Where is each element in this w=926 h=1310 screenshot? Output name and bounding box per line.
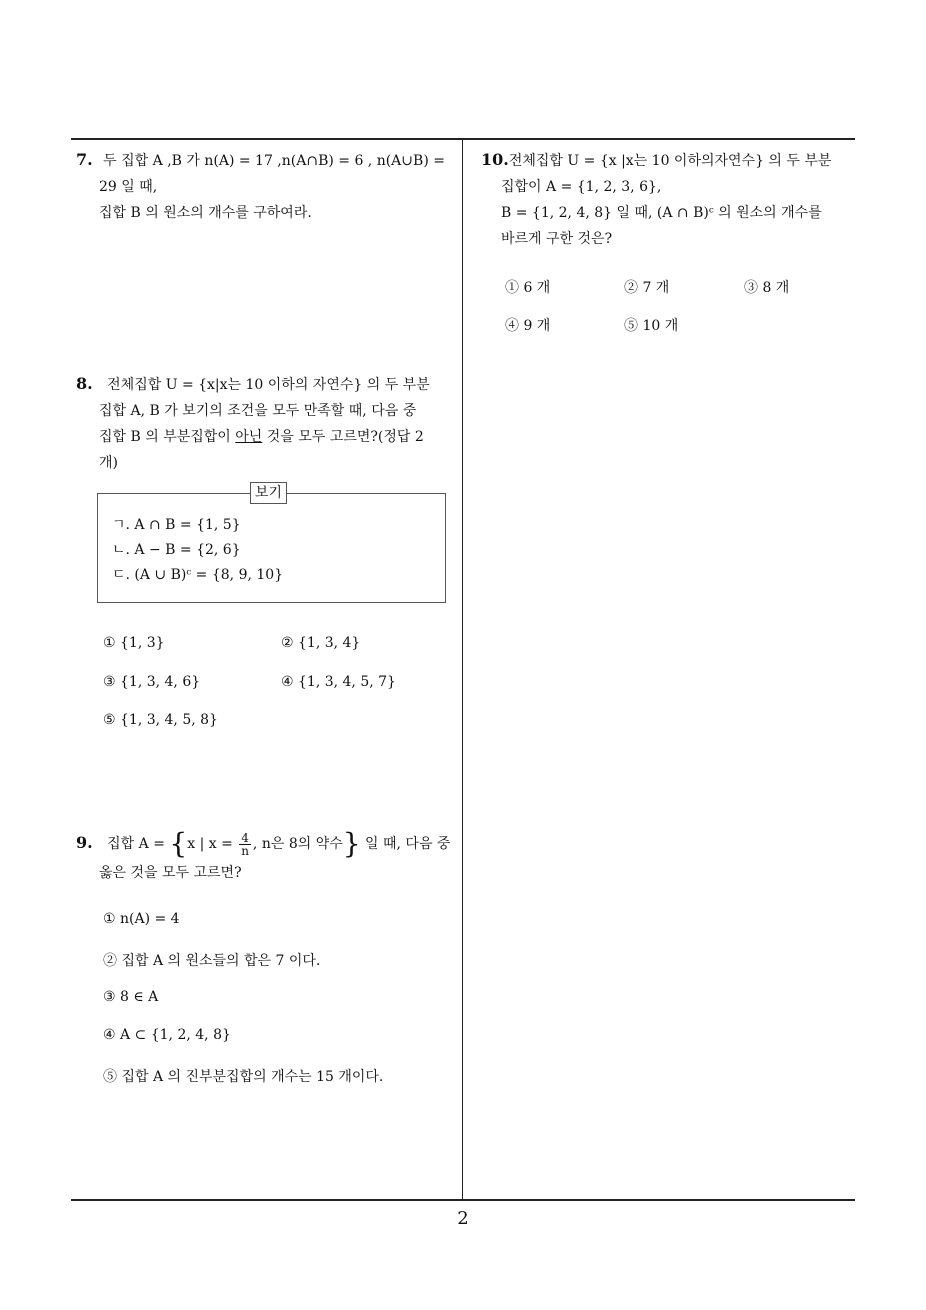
question-text: 두 집합 A ,B 가 n(A) = 17 ,n(A∩B) = 6 , n(A∪B) =	[103, 153, 445, 169]
question-text: 집합 B 의 원소의 개수를 구하여라.	[99, 205, 312, 221]
page-number: 2	[457, 1208, 469, 1229]
question-text: 일 때, 다음 중	[365, 836, 451, 852]
fraction	[239, 832, 251, 857]
question-number: 7.	[76, 150, 93, 169]
question-text: 집합이 A = {1, 2, 3, 6},	[501, 179, 662, 195]
question-text: 바르게 구한 것은?	[501, 231, 613, 247]
answer-option-3[interactable]: ③ 8 ∈ A	[103, 989, 159, 1005]
example-box-title: 보기	[250, 482, 287, 504]
answer-option-3[interactable]: ③ 8 개	[744, 280, 790, 296]
question-number: 8.	[76, 374, 93, 393]
question-text: 전체집합 U = {x|x는 10 이하의 자연수} 의 두 부분	[107, 377, 430, 393]
emphasis-text: 아닌	[235, 429, 263, 445]
fraction-numerator: 4	[241, 830, 249, 845]
answer-option-1[interactable]: ① {1, 3}	[103, 635, 165, 651]
answer-option-4[interactable]: ④ A ⊂ {1, 2, 4, 8}	[103, 1027, 231, 1043]
question-number: 9.	[76, 833, 93, 852]
fraction-denominator: n	[241, 843, 249, 858]
question-number: 10.	[481, 150, 509, 169]
answer-option-5[interactable]: ⑤ 10 개	[624, 318, 679, 334]
question-text: 것을 모두 고르면?(정답 2	[262, 429, 424, 445]
question-text: 전체집합 U = {x |x는 10 이하의자연수} 의 두 부분	[508, 153, 832, 169]
brace-open: {	[169, 827, 188, 860]
answer-option-5[interactable]: ⑤ {1, 3, 4, 5, 8}	[103, 712, 218, 728]
question-text: 집합 A =	[107, 836, 165, 852]
example-item: ㄷ. (A ∪ B)ᶜ = {8, 9, 10}	[112, 567, 284, 583]
question-text: 집합 B 의 부분집합이	[99, 429, 236, 445]
answer-option-2[interactable]: ② 7 개	[624, 280, 670, 296]
bottom-rule	[71, 1199, 855, 1201]
question-text: 29 일 때,	[99, 179, 158, 195]
answer-option-1[interactable]: ① 6 개	[505, 280, 551, 296]
set-builder-text: , n은 8의 약수	[252, 836, 343, 852]
example-item: ㄴ. A − B = {2, 6}	[112, 542, 241, 558]
question-text: 개)	[99, 455, 118, 471]
answer-option-4[interactable]: ④ {1, 3, 4, 5, 7}	[281, 674, 396, 690]
question-text: 집합 A, B 가 보기의 조건을 모두 만족할 때, 다음 중	[99, 403, 417, 419]
example-item: ㄱ. A ∩ B = {1, 5}	[112, 517, 241, 533]
brace-close: }	[342, 827, 361, 860]
answer-option-1[interactable]: ① n(A) = 4	[103, 911, 180, 927]
question-text: B = {1, 2, 4, 8} 일 때, (A ∩ B)ᶜ 의 원소의 개수를	[501, 205, 822, 221]
answer-option-5[interactable]: ⑤ 집합 A 의 진부분집합의 개수는 15 개이다.	[103, 1069, 384, 1085]
answer-option-4[interactable]: ④ 9 개	[505, 318, 551, 334]
top-rule	[71, 138, 855, 140]
column-divider	[462, 139, 463, 1200]
set-builder-text: x | x =	[187, 836, 233, 852]
answer-option-3[interactable]: ③ {1, 3, 4, 6}	[103, 674, 201, 690]
question-text: 옳은 것을 모두 고르면?	[99, 865, 242, 881]
answer-option-2[interactable]: ② {1, 3, 4}	[281, 635, 361, 651]
answer-option-2[interactable]: ② 집합 A 의 원소들의 합은 7 이다.	[103, 953, 321, 969]
example-box	[97, 485, 446, 603]
